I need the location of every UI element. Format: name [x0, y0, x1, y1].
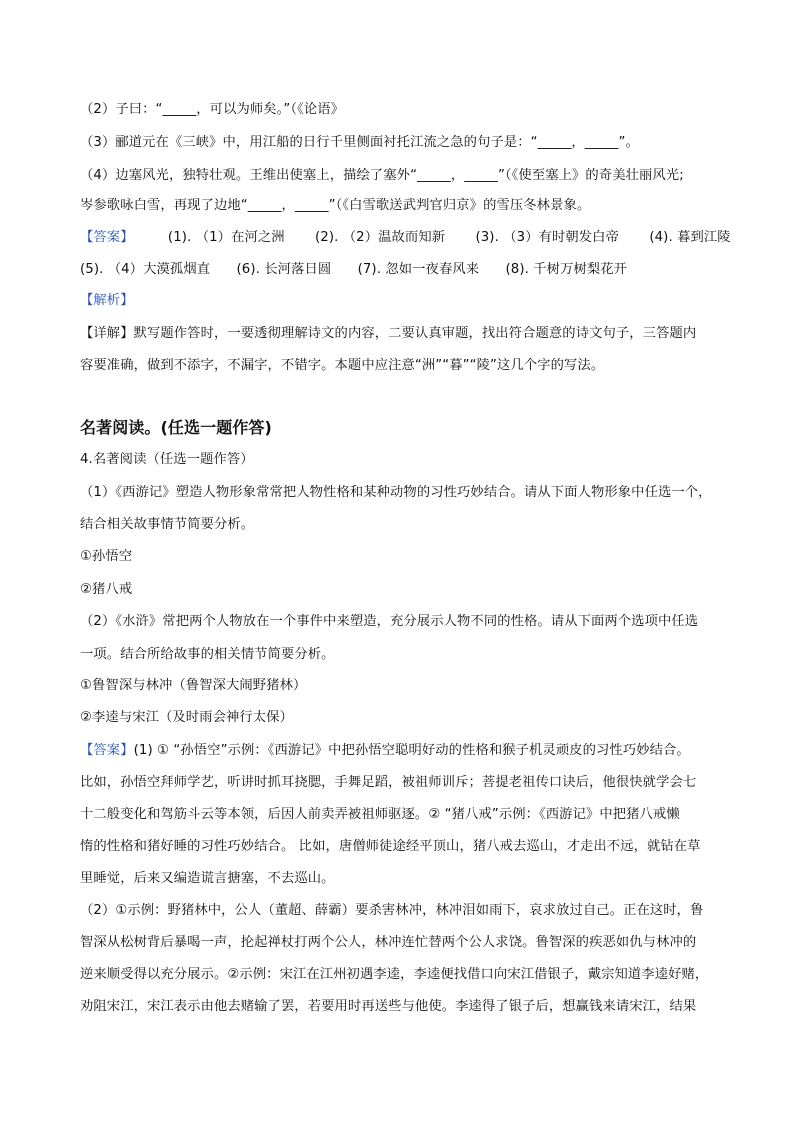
section-answer-line-7: 智深从松树背后暴喝一声，抡起禅杖打两个公人，林冲连忙替两个公人求饶。鲁智深的疾恶如仇与林冲的 [80, 935, 697, 950]
answer-item-1: (1). （1）在河之洲 [167, 230, 285, 245]
question-3-line: （3）郦道元在《三峡》中，用江船的日行千里侧面衬托江流之急的句子是：“_____，_____”。 [80, 135, 639, 150]
question-1-line-2: 结合相关故事情节简要分析。 [80, 517, 255, 532]
detail-label: 【详解】 [80, 326, 134, 341]
section-answer-label: 【答案】 [80, 743, 134, 758]
detail-line-1 [80, 324, 720, 344]
section-answer-text-1: (1) ① “孙悟空”示例：《西游记》中把孙悟空聪明好动的性格和猴子机灵顽皮的习性巧妙结合。 [133, 743, 690, 758]
question-title: 4.名著阅读（任选一题作答） [80, 452, 254, 467]
section-heading: 名著阅读。(任选一题作答) [80, 418, 272, 437]
answer-item-3: (3). （3）有时朝发白帝 [475, 230, 619, 245]
answer-label: 【答案】 [80, 230, 134, 245]
answers-row-1 [80, 228, 731, 248]
question-2-line-2: 一项。结合所给故事的相关情节简要分析。 [80, 647, 335, 662]
question-2-line-1: （2）《水浒》常把两个人物放在一个事件中来塑造，充分展示人物不同的性格。请从下面两个选项中任选 [80, 614, 699, 629]
option-3: ①鲁智深与林冲（鲁智深大闹野猪林） [80, 678, 307, 693]
answer-item-5: (5). （4）大漠孤烟直 [80, 262, 211, 277]
question-4-line-1: （4）边塞风光，独特壮观。王维出使塞上，描绘了塞外“_____，_____”（《使至塞上》的奇美壮丽风光; [80, 168, 684, 183]
section-answer-line-2: 比如，孙悟空拜师学艺，听讲时抓耳挠腮，手舞足蹈，被祖师训斥；菩提老祖传口诀后，他很快就学会七 [80, 775, 697, 790]
answer-item-2: (2). （2）温故而知新 [314, 230, 446, 245]
section-answer-line-5: 里睡觉，后来又编造谎言搪塞，不去巡山。 [80, 871, 335, 886]
question-4-line-2: 岑参歌咏白雪，再现了边地“_____，_____”（《白雪歌送武判官归京》的雪压冬林景象。 [80, 198, 591, 213]
question-2-line: （2）子曰：“_____，可以为师矣。”（《论语》 [80, 102, 345, 117]
section-answer-line-4: 惰的性格和猪好睡的习性巧妙结合。 比如，唐僧师徒途经平顶山，猪八戒去巡山，才走出不远，就钻在草 [80, 839, 701, 854]
section-answer-line-3: 十二般变化和驾筋斗云等本领，后因人前卖弄被祖师驱逐。② “猪八戒”示例：《西游记》中把猪八戒懒 [80, 807, 680, 822]
section-answer-line-9: 劝阻宋江，宋江表示由他去赌输了罢，若要用时再送些与他使。李逵得了银子后，想赢钱来请宋江，结果 [80, 999, 697, 1014]
answer-item-8: (8). 千树万树梨花开 [505, 262, 628, 277]
option-2: ②猪八戒 [80, 582, 133, 597]
option-1: ①孙悟空 [80, 549, 133, 564]
answers-row-2 [80, 260, 720, 280]
option-4: ②李逵与宋江（及时雨会神行太保） [80, 710, 293, 725]
analysis-label: 【解析】 [80, 293, 134, 308]
section-answer-line-6: （2）①示例：野猪林中，公人（董超、薛霸）要杀害林冲，林冲泪如雨下，哀求放过自己。正在这时，鲁 [80, 903, 704, 918]
answer-item-4: (4). 暮到江陵 [649, 230, 731, 245]
section-answer-line-8: 逆来顺受得以充分展示。②示例：宋江在江州初遇李逵，李逵便找借口向宋江借银子，戴宗知道李逵好赌， [80, 967, 709, 982]
answer-item-6: (6). 长河落日圆 [236, 262, 332, 277]
detail-line-2: 容要准确，做到不添字，不漏字，不错字。本题中应注意“洲”“暮”“陵”这几个字的写法。 [80, 358, 605, 373]
question-1-line-1: （1）《西游记》塑造人物形象常常把人物性格和某种动物的习性巧妙结合。请从下面人物形象中任选一个， [80, 485, 712, 500]
section-answer-line-1 [80, 741, 720, 761]
answer-item-7: (7). 忽如一夜春风来 [357, 262, 480, 277]
detail-text-1: 默写题作答时，一要透彻理解诗文的内容，二要认真审题，找出符合题意的诗文句子，三答题内 [133, 326, 697, 341]
